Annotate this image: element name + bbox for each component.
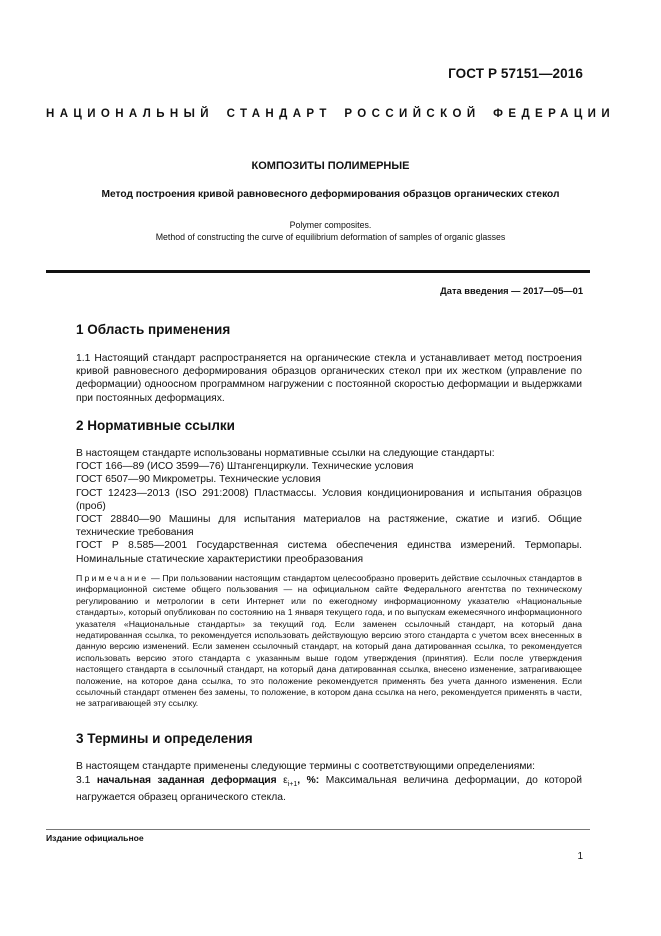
official-edition-label: Издание официальное [46,833,144,843]
terms-intro: В настоящем стандарте применены следующие термины с соответствующими определениями: [76,761,536,772]
document-code: ГОСТ Р 57151—2016 [448,66,583,81]
section-2-heading: 2 Нормативные ссылки [76,418,235,433]
reference-item: ГОСТ 28840—90 Машины для испытания материалов на растяжение, сжатие и изгиб. Общие технические требования [76,514,582,539]
reference-item: ГОСТ 166—89 (ИСО 3599—76) Штангенциркули. Технические условия [76,461,414,473]
section-3-heading: 3 Термины и определения [76,731,253,746]
term-subscript: i+1 [287,781,298,789]
introduction-date: Дата введения — 2017—05—01 [440,286,583,296]
english-title-line1: Polymer composites. [289,220,372,230]
reference-item: ГОСТ 12423—2013 (ISO 291:2008) Пластмассы. Условия кондиционирования и испытания образцов (проб) [76,487,582,512]
reference-item: ГОСТ Р 8.585—2001 Государственная система обеспечения единства измерений. Термопары. Номинальные статические характеристики преобразования [76,540,582,565]
references-intro: В настоящем стандарте использованы нормативные ссылки на следующие стандарты: [76,448,495,459]
english-title [0,219,661,243]
term-name: начальная заданная деформация [96,775,277,786]
section-1-text: 1.1 Настоящий стандарт распространяется на органические стекла и устанавливает метод построения кривой равновесного деформирования образцов органических стекол при их жестком (управление по деформации) одноосном программном нагружении с постоянной скоростью деформации и выдержками при постоянных деформациях. [76,353,582,404]
references-note [76,573,582,710]
term-definition: Максимальная величина деформации, до которой нагружается образец органического стекла. [76,775,582,804]
term-symbol: ε [283,775,288,786]
normative-references [76,447,582,566]
reference-item: ГОСТ 6507—90 Микрометры. Технические условия [76,474,321,486]
section-1-paragraph [76,352,582,405]
note-text: — При пользовании настоящим стандартом целесообразно проверить действие ссылочных стандартов в информационной системе общего пользования — на официальном сайте Федерального агентства по техническому регулированию и метрологии в сети Интернет или по ежегодному информационному указателю «Национальные стандарты», который опубликован по состоянию на 1 января текущего года, и по выпускам ежемесячного информационного указателя «Национальные стандарты» за текущий год. Если заменен ссылочный стандарт, на который дана недатированная ссылка, то рекомендуется использовать действующую версию этого стандарта с учетом всех внесенных в данную версию изменений. Если заменен ссылочный стандарт, на который дана датированная ссылка, то рекомендуется использовать версию этого стандарта с указанным выше годом утверждения (принятия). Если после утверждения настоящего стандарта в ссылочный стандарт, на который дана датированная ссылка, внесено изменение, затрагивающее положение, на которое дана ссылка, то это положение рекомендуется применять без учета данного изменения. Если ссылочный стандарт отменен без замены, то положение, в котором дана ссылка на него, рекомендуется применять в части, не затрагивающей эту ссылку. [76,573,582,709]
term-unit: , %: [297,775,320,786]
note-label: Примечание [76,573,149,583]
section-1-heading: 1 Область применения [76,322,231,337]
header-divider [46,270,590,273]
page-number: 1 [577,851,583,862]
term-number: 3.1 [76,775,91,786]
national-standard-banner: НАЦИОНАЛЬНЫЙ СТАНДАРТ РОССИЙСКОЙ ФЕДЕРАЦИИ [46,108,615,120]
footer-divider [46,829,590,830]
document-subtitle: Метод построения кривой равновесного деформирования образцов органических стекол [101,189,560,200]
english-title-line2: Method of constructing the curve of equilibrium deformation of samples of organic glasses [155,232,506,242]
document-title: КОМПОЗИТЫ ПОЛИМЕРНЫЕ [251,160,410,172]
term-3-1 [76,774,582,804]
